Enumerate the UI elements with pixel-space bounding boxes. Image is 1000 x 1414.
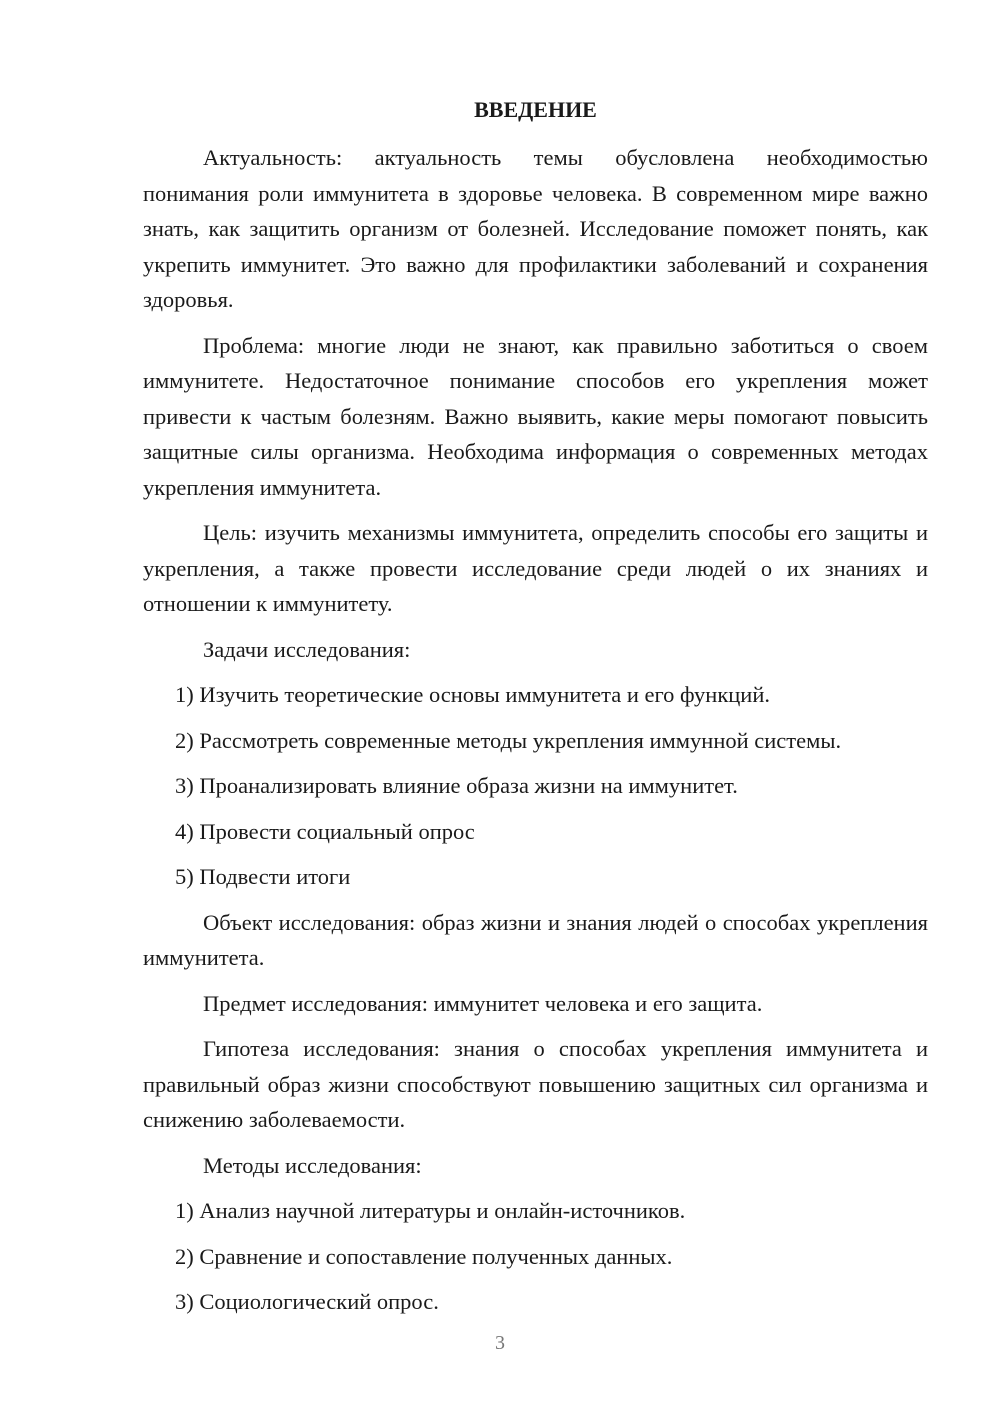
task-item: 3) Проанализировать влияние образа жизни на иммунитет. (175, 773, 738, 798)
page-number: 3 (495, 1332, 505, 1354)
tasks-heading: Задачи исследования: (203, 636, 411, 662)
method-item: 2) Сравнение и сопоставление полученных данных. (175, 1243, 673, 1269)
relevance-paragraph: Актуальность: актуальность темы обусловлена необходимостью понимания роли иммунитета в здоровье человека. В современном мире важно знать, как защитить организм от болезней. Исследование поможет понять, как укрепить иммунитет. Это важно для профилактики заболеваний и сохранения здоровья. (143, 145, 928, 312)
problem-paragraph: Проблема: многие люди не знают, как правильно заботиться о своем иммунитете. Недостаточное понимание способов его укрепления может привести к частым болезням. Важно выявить, какие меры помогают повысить защитные силы организма. Необходима информация о современных методах укрепления иммунитета. (143, 332, 928, 500)
page-title: ВВЕДЕНИЕ (474, 97, 597, 122)
subject-paragraph: Предмет исследования: иммунитет человека и его защита. (203, 990, 763, 1016)
methods-heading: Методы исследования: (203, 1152, 422, 1178)
hypothesis-paragraph: Гипотеза исследования: знания о способах укрепления иммунитета и правильный образ жизни способствуют повышению защитных сил организма и снижению заболеваемости. (143, 1036, 928, 1132)
object-paragraph: Объект исследования: образ жизни и знания людей о способах укрепления иммунитета. (143, 909, 928, 970)
document-page (143, 92, 928, 1330)
task-item: 2) Рассмотреть современные методы укрепления иммунной системы. (175, 727, 842, 753)
method-item: 3) Социологический опрос. (175, 1289, 439, 1314)
goal-paragraph: Цель: изучить механизмы иммунитета, определить способы его защиты и укрепления, а также провести исследование среди людей о их знаниях и отношении к иммунитету. (143, 520, 928, 616)
method-item: 1) Анализ научной литературы и онлайн-источников. (175, 1198, 686, 1223)
task-item: 1) Изучить теоретические основы иммунитета и его функций. (175, 682, 770, 707)
task-item: 4) Провести социальный опрос (175, 818, 475, 844)
task-item: 5) Подвести итоги (175, 864, 351, 889)
